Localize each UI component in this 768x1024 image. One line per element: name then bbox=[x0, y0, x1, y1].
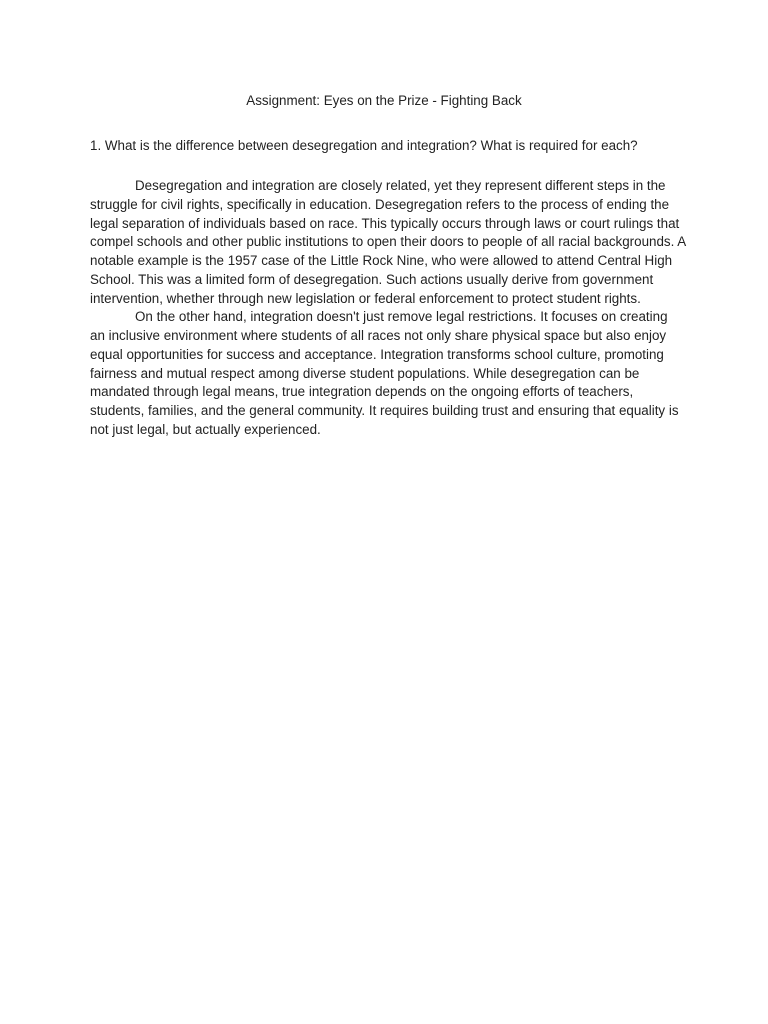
document-title: Assignment: Eyes on the Prize - Fighting Back bbox=[246, 93, 522, 108]
answer-paragraph-1: Desegregation and integration are closely related, yet they represent different steps in the struggle for civil rights, specifically in education. Desegregation refers to the process of ending the legal separation of individuals based on race. This typically occurs through laws or court rulings that compel schools and other public institutions to open their doors to people of all racial backgrounds. A notable example is the 1957 case of the Little Rock Nine, who were allowed to attend Central High School. This was a limited form of desegregation. Such actions usually derive from government intervention, whether through new legislation or federal enforcement to protect student rights. bbox=[90, 178, 686, 306]
answer-body bbox=[90, 177, 686, 440]
question-text: 1. What is the difference between desegregation and integration? What is required for each? bbox=[90, 138, 638, 153]
answer-paragraph-2: On the other hand, integration doesn't just remove legal restrictions. It focuses on creating an inclusive environment where students of all races not only share physical space but also enjoy equal opportunities for success and acceptance. Integration transforms school culture, promoting fairness and mutual respect among diverse student populations. While desegregation can be mandated through legal means, true integration depends on the ongoing efforts of teachers, students, families, and the general community. It requires building trust and ensuring that equality is not just legal, but actually experienced. bbox=[90, 309, 679, 437]
